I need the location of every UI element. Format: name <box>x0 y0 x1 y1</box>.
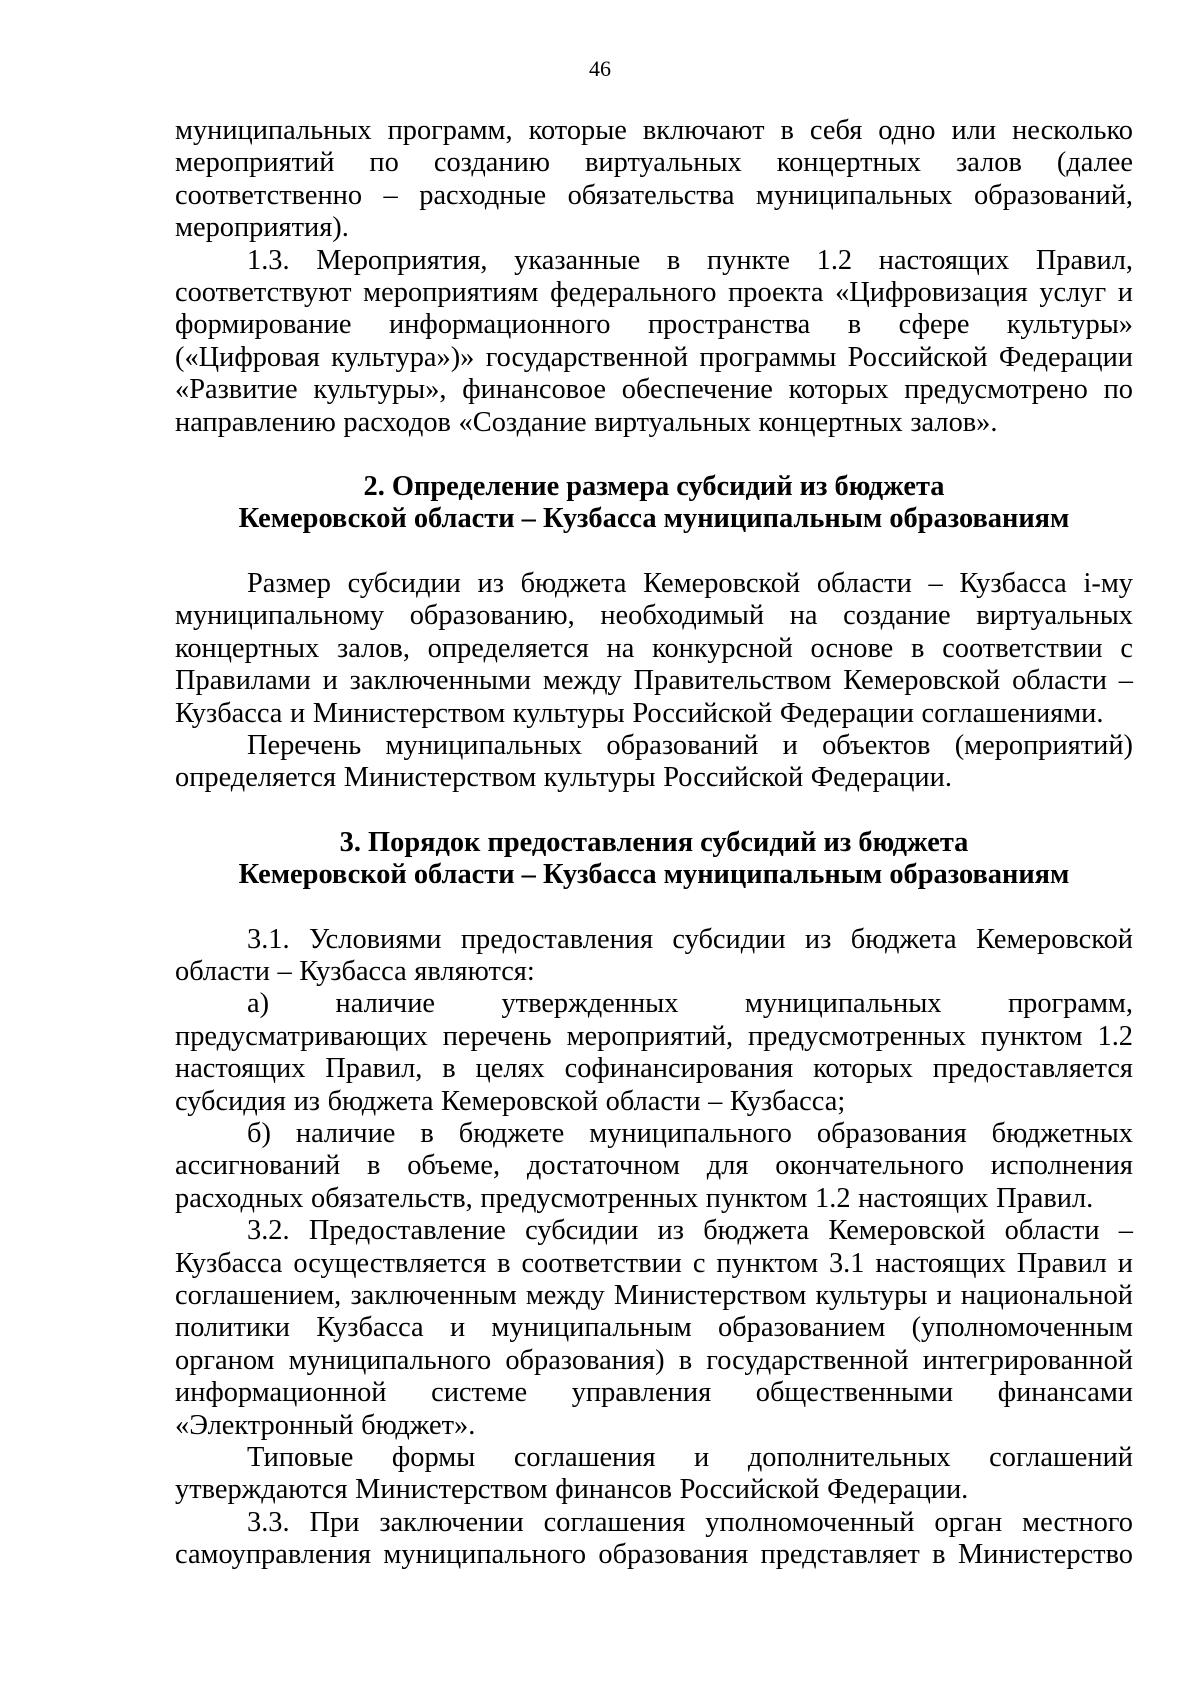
section-2-heading <box>175 471 1133 536</box>
paragraph-continuation: муниципальных программ, которые включают в себя одно или несколько мероприятий по созданию виртуальных концертных залов (далее соответственно – расходные обязательства муниципальных образований, мероприятия). <box>175 115 1133 244</box>
paragraph-3-3: 3.3. При заключении соглашения уполномоченный орган местного самоуправления муниципального образования представляет в Министерство <box>175 1506 1133 1571</box>
document-body <box>175 115 1133 1572</box>
section-3-heading-line-1: 3. Порядок предоставления субсидий из бюджета <box>339 826 969 858</box>
paragraph-3-1-b: б) наличие в бюджете муниципального образования бюджетных ассигнований в объеме, достаточном для окончательного исполнения расходных обязательств, предусмотренных пунктом 1.2 настоящих Правил. <box>175 1117 1133 1214</box>
section-3-heading-line-2: Кемеровской области – Кузбасса муниципальным образованиям <box>238 859 1070 891</box>
paragraph-typical-forms: Типовые формы соглашения и дополнительных соглашений утверждаются Министерством финансов Российской Федерации. <box>175 1442 1133 1506</box>
paragraph-1-3: 1.3. Мероприятия, указанные в пункте 1.2 настоящих Правил, соответствуют мероприятиям федерального проекта «Цифровизация услуг и формирование информационного пространства в сфере культуры» («Цифровая культура»)» государственной программы Российской Федерации «Развитие культуры», финансовое обеспечение которых предусмотрено по направлению расходов «Создание виртуальных концертных залов». <box>175 244 1133 438</box>
paragraph-3-1: 3.1. Условиями предоставления субсидии из бюджета Кемеровской области – Кузбасса являются: <box>175 923 1133 987</box>
page-number: 46 <box>589 56 611 81</box>
paragraph-3-1-a: а) наличие утвержденных муниципальных программ, предусматривающих перечень мероприятий, предусмотренных пунктом 1.2 настоящих Правил, в целях софинансирования которых предоставляется субсидия из бюджета Кемеровской области – Кузбасса; <box>175 988 1133 1117</box>
section-2-paragraph: Размер субсидии из бюджета Кемеровской области – Кузбасса i-му муниципальному образованию, необходимый на создание виртуальных концертных залов, определяется на конкурсной основе в соответствии с Правилами и заключенными между Правительством Кемеровской области – Кузбасса и Министерством культуры Российской Федерации соглашениями. <box>175 567 1133 729</box>
paragraph-3-2: 3.2. Предоставление субсидии из бюджета Кемеровской области – Кузбасса осуществляется в соответствии с пунктом 3.1 настоящих Правил и соглашением, заключенным между Министерством культуры и национальной политики Кузбасса и муниципальным образованием (уполномоченным органом муниципального образования) в государственной интегрированной информационной системе управления общественными финансами «Электронный бюджет». <box>175 1215 1133 1441</box>
section-2-heading-line-1: 2. Определение размера субсидий из бюджета <box>363 471 945 503</box>
section-3-heading <box>175 827 1133 892</box>
section-2-heading-line-2: Кемеровской области – Кузбасса муниципальным образованиям <box>238 503 1070 535</box>
section-2-paragraph: Перечень муниципальных образований и объектов (мероприятий) определяется Министерством культуры Российской Федерации. <box>175 729 1133 794</box>
